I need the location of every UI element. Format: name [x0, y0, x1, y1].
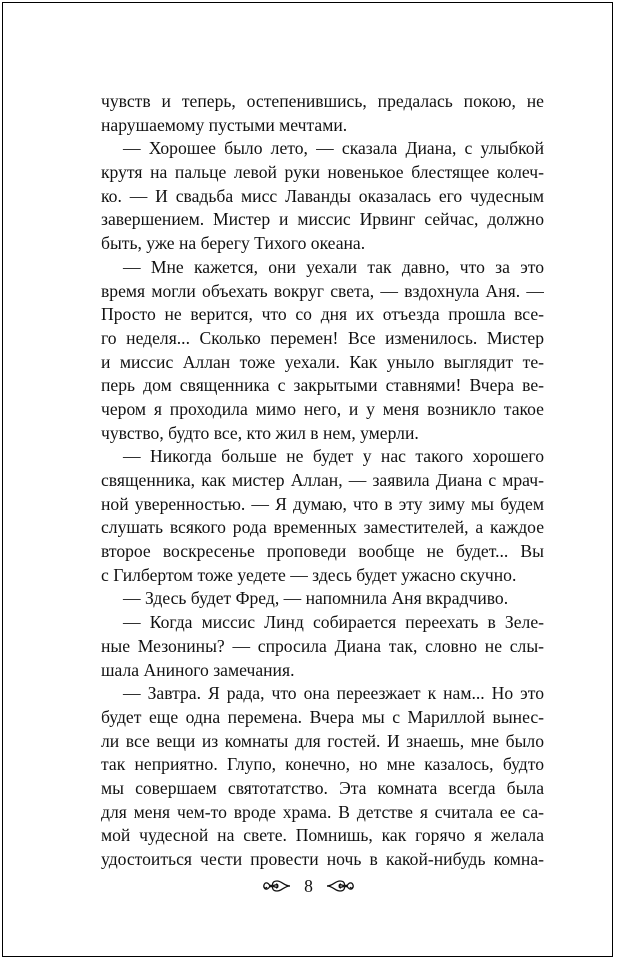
text-line: мы совершаем святотатство. Эта комната всегда была	[101, 777, 544, 798]
text-line: нарушаемому пустыми мечтами.	[101, 114, 348, 135]
text-line: го неделя... Сколько перемен! Все изменилось. Мистер	[101, 327, 544, 348]
text-line: чувств и теперь, остепенившись, предалась покою, не	[101, 91, 544, 111]
body-text	[101, 90, 544, 872]
text-line: чером я проходила мимо него, и у меня возникло такое	[101, 398, 544, 419]
text-line: чувство, будто все, кто жил в нем, умерли.	[101, 422, 419, 443]
text-line: удостоиться чести провести ночь в какой-нибудь комна-	[101, 849, 544, 869]
text-line: — Хорошее было лето, — сказала Диана, с улыбкой	[123, 138, 544, 159]
text-line: слушать всякого рода временных заместителей, а каждое	[101, 517, 544, 538]
text-line: так неприятно. Глупо, конечно, но мне казалось, будто	[101, 754, 544, 775]
right-ornament-icon	[325, 876, 355, 896]
text-line: Просто не верится, что со дня их отъезда прошла все-	[101, 304, 544, 325]
text-line: ной уверенностью. — Я думаю, что в эту зиму мы будем	[101, 493, 544, 514]
text-line: ко. — И свадьба мисс Лаванды оказалась его чудесным	[101, 185, 544, 206]
text-line: ные Мезонины? — спросила Диана так, словно не слы-	[101, 635, 544, 656]
text-line: второе воскресенье проповеди вообще не будет... Вы	[101, 541, 544, 562]
text-line: и миссис Аллан тоже уехали. Как уныло выглядит те-	[101, 351, 544, 372]
text-line: — Когда миссис Линд собирается переехать в Зеле-	[123, 612, 544, 633]
text-line: завершением. Мистер и миссис Ирвинг сейчас, должно	[101, 209, 544, 230]
text-line: — Мне кажется, они уехали так давно, что за это	[123, 256, 544, 277]
text-line: — Никогда больше не будет у нас такого хорошего	[123, 446, 544, 467]
text-line: быть, уже на берегу Тихого океана.	[101, 233, 366, 254]
text-line: будет еще одна перемена. Вчера мы с Мариллой вынес-	[101, 706, 544, 727]
text-line: мой чудесной на свете. Помнишь, как горячо я желала	[101, 825, 544, 846]
text-line: для меня чем-то вроде храма. В детстве я считала ее са-	[101, 801, 544, 822]
page-number: 8	[304, 876, 313, 896]
text-line: — Завтра. Я рада, что она переезжает к нам... Но это	[123, 683, 544, 704]
text-line: перь дом священника с закрытыми ставнями! Вчера ве-	[101, 375, 544, 396]
text-line: шала Аниного замечания.	[101, 659, 295, 680]
text-line: ли все вещи из комнаты для гостей. И знаешь, мне было	[101, 730, 544, 751]
text-line: — Здесь будет Фред, — напомнила Аня вкрадчиво.	[123, 588, 509, 609]
left-ornament-icon	[262, 876, 292, 896]
text-line: священника, как мистер Аллан, — заявила Диана с мрач-	[101, 470, 544, 490]
text-line: крутя на пальце левой руки новенькое блестящее колеч-	[101, 162, 544, 183]
page-footer	[0, 873, 617, 899]
text-line: время могли объехать вокруг света, — вздохнула Аня. —	[101, 280, 544, 301]
text-line: с Гилбертом тоже уедете — здесь будет ужасно скучно.	[101, 564, 517, 585]
